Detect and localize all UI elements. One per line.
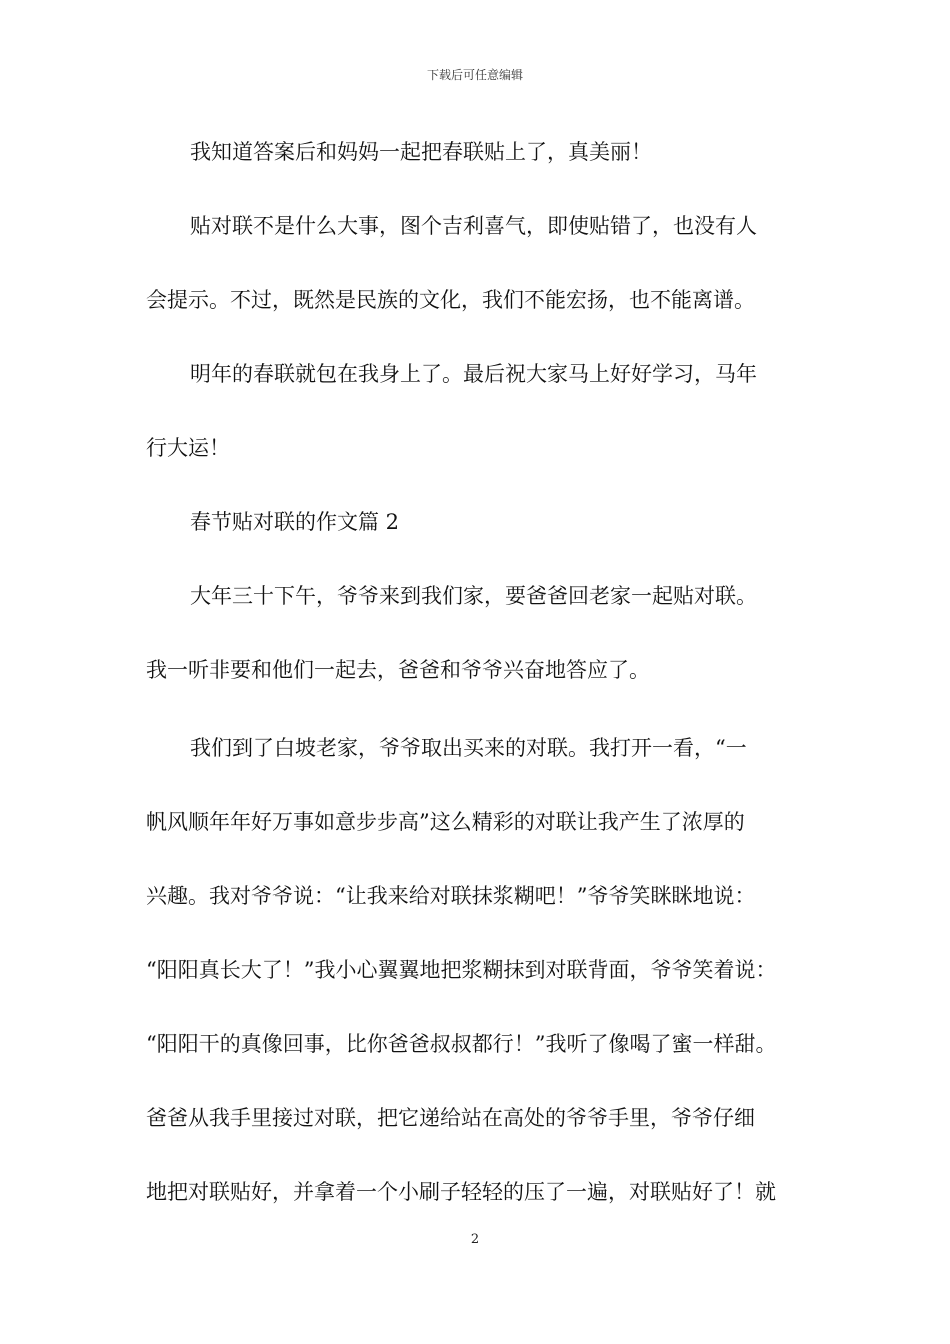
page-header: 下载后可任意编辑: [426, 68, 523, 82]
paragraph-line: 明年的春联就包在我身上了。最后祝大家马上好好学习，马年: [190, 362, 757, 386]
section-title: 春节贴对联的作文篇 2: [190, 510, 400, 534]
paragraph-line: 帆风顺年年好万事如意步步高”这么精彩的对联让我产生了浓厚的: [146, 810, 745, 834]
paragraph-line: 我一听非要和他们一起去，爸爸和爷爷兴奋地答应了。: [146, 658, 650, 682]
paragraph-line: 我知道答案后和妈妈一起把春联贴上了，真美丽！: [190, 140, 652, 164]
paragraph-line: “阳阳真长大了！”我小心翼翼地把浆糊抹到对联背面，爷爷笑着说：: [146, 958, 777, 982]
paragraph-line: 大年三十下午，爷爷来到我们家，要爸爸回老家一起贴对联。: [190, 584, 757, 608]
paragraph-line: 兴趣。我对爷爷说：“让我来给对联抹浆糊吧！”爷爷笑眯眯地说：: [146, 884, 756, 908]
paragraph-line: 爸爸从我手里接过对联，把它递给站在高处的爷爷手里，爷爷仔细: [146, 1106, 755, 1130]
paragraph-line: 贴对联不是什么大事，图个吉利喜气，即使贴错了，也没有人: [190, 214, 757, 238]
paragraph-line: 行大运！: [146, 436, 230, 460]
paragraph-line: 地把对联贴好，并拿着一个小刷子轻轻的压了一遍，对联贴好了！就: [146, 1180, 776, 1204]
paragraph-line: 我们到了白坡老家，爷爷取出买来的对联。我打开一看，“一: [190, 736, 747, 760]
paragraph-line: 会提示。不过，既然是民族的文化，我们不能宏扬，也不能离谱。: [146, 288, 755, 312]
paragraph-line: “阳阳干的真像回事，比你爸爸叔叔都行！”我听了像喝了蜜一样甜。: [146, 1032, 777, 1056]
page-number: 2: [470, 1232, 480, 1247]
